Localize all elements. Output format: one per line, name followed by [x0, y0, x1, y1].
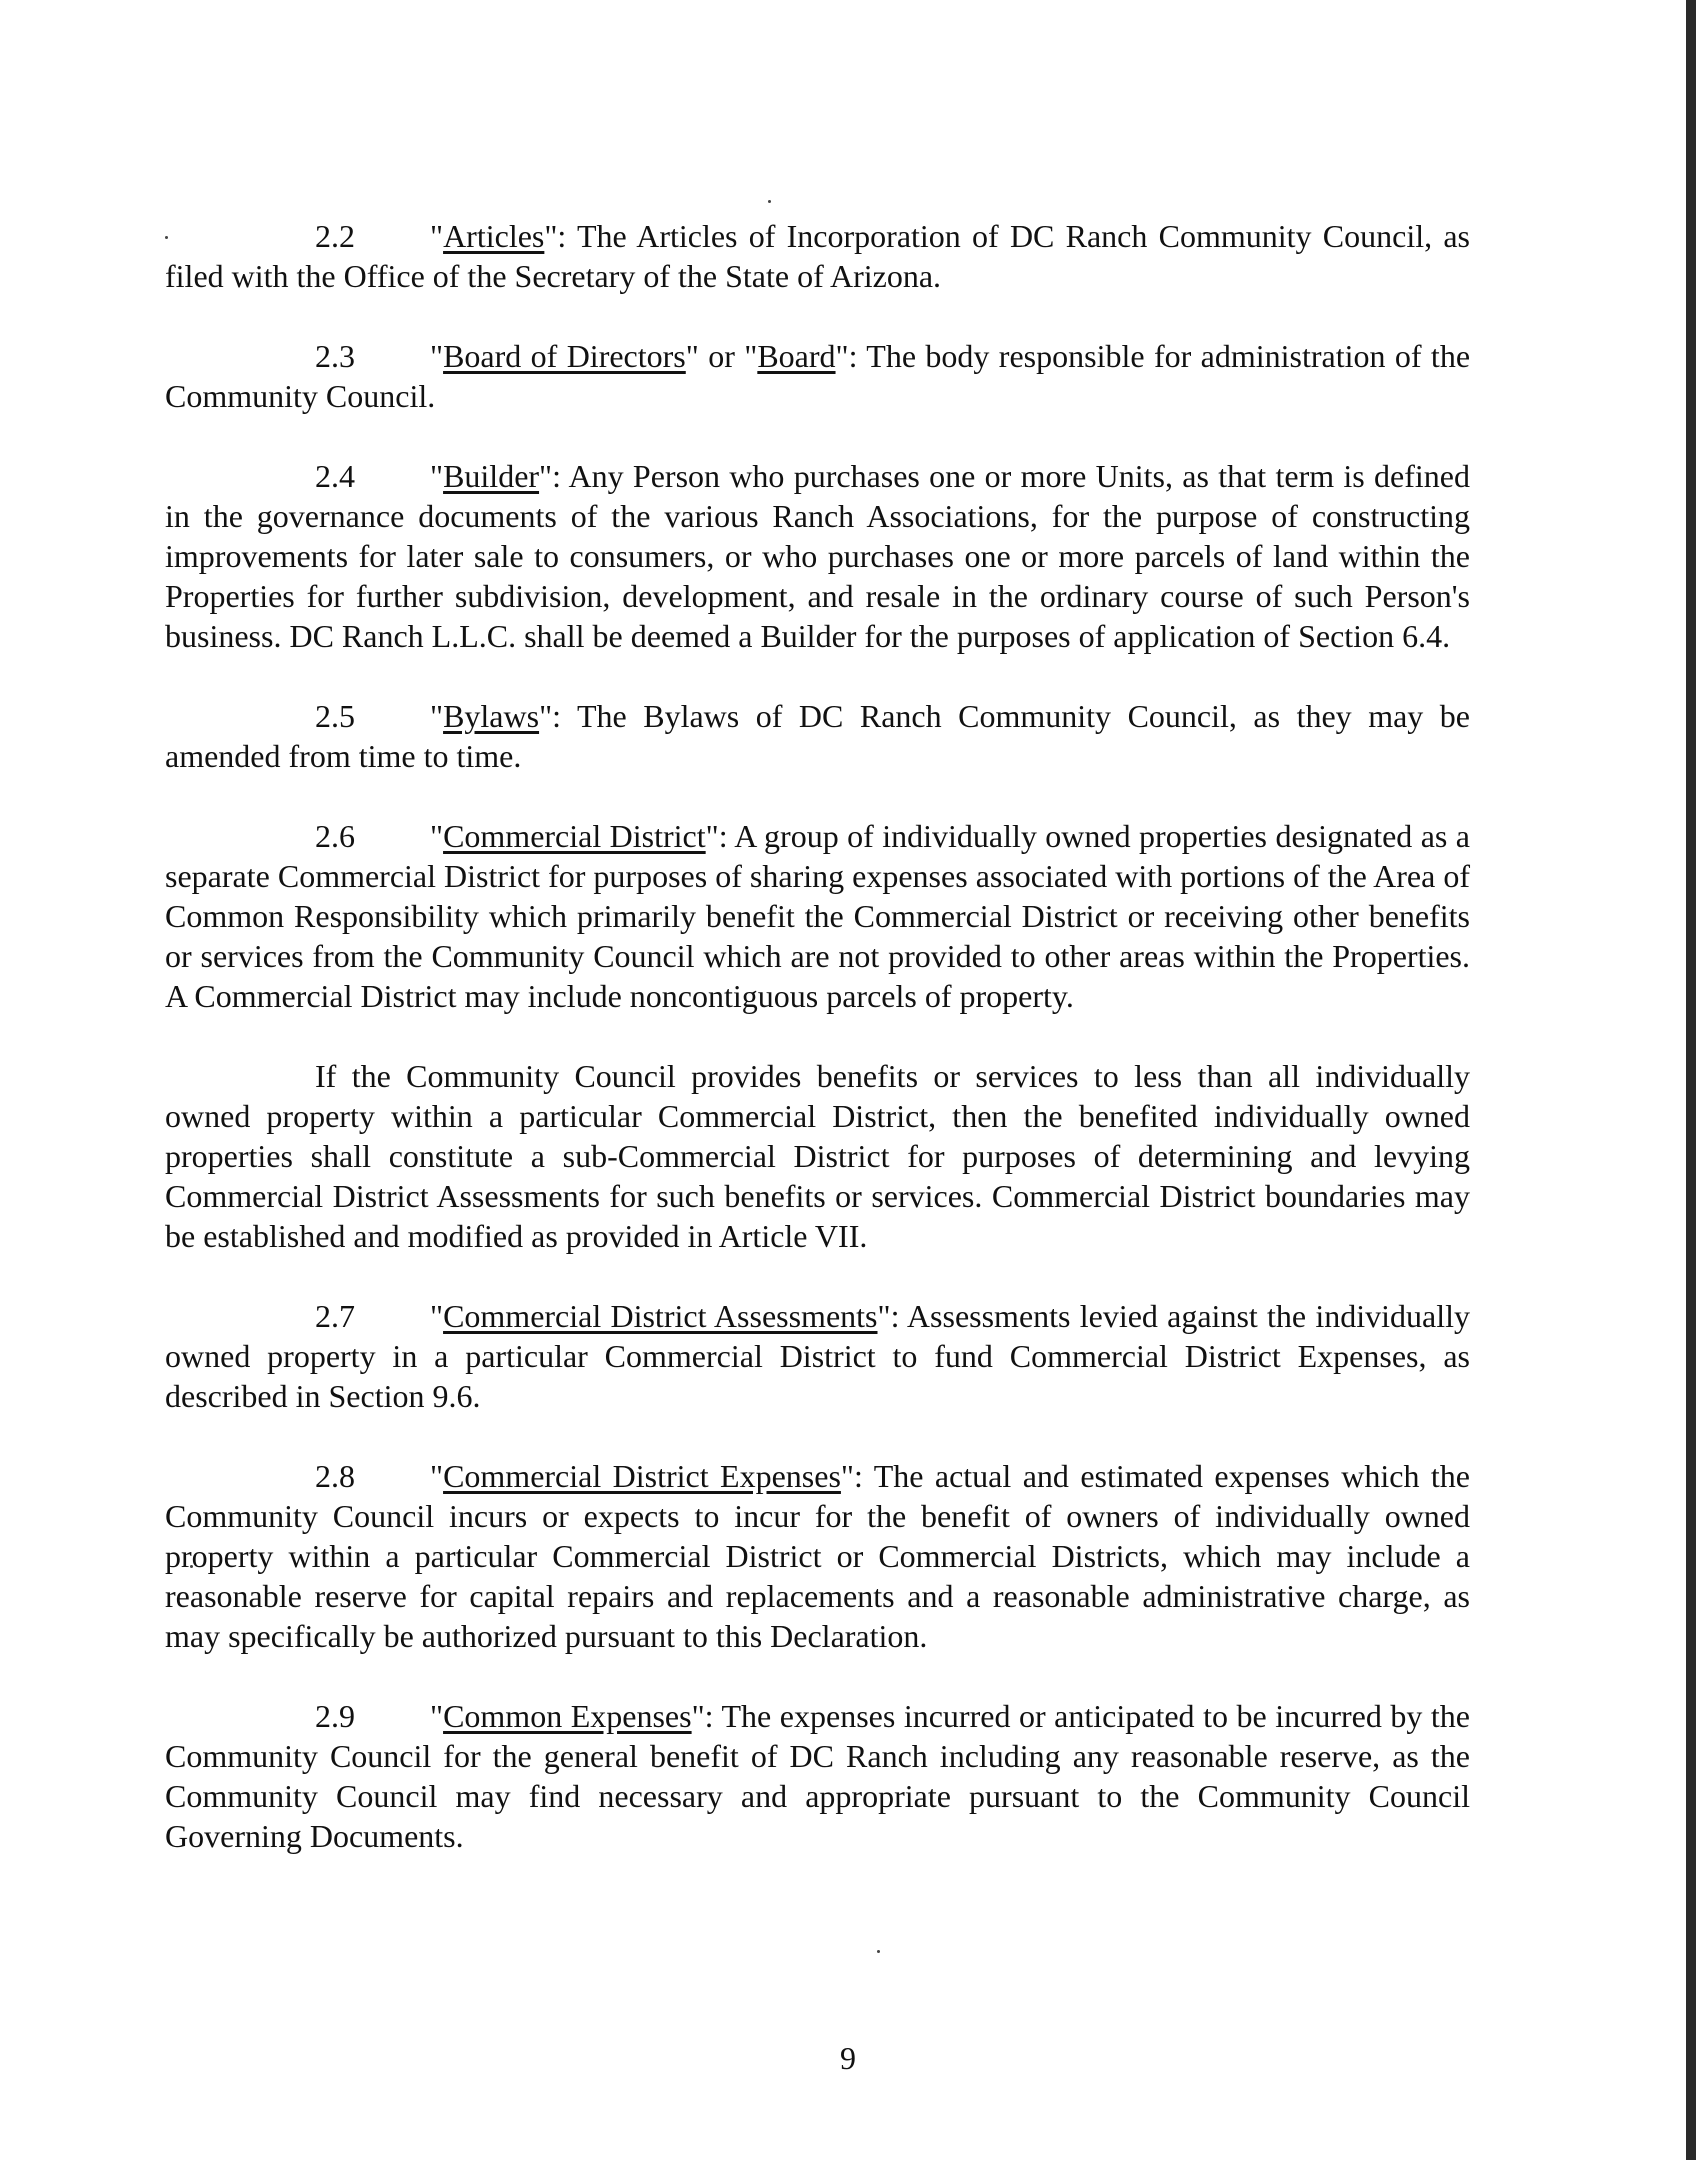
definition-text: : A group of individually owned properties designated as a separate Commercial District for purposes of sharing expenses associated with portions of the Area of Common Responsibility which primarily benefit the Commercial District or receiving other benefits or services from the Community Council which are not provided to other areas within the Properties. A Commercial District may include noncontiguous parcels of property. — [165, 818, 1471, 1014]
defined-term: Commercial District Assessments — [443, 1298, 878, 1334]
section-2-6: 2.6 "Commercial District": A group of individually owned properties designated as a separate Commercial District for purposes of sharing expenses associated with portions of the Area of Common Responsibility which primarily benefit the Commercial District or receiving other benefits or services from the Community Council which are not provided to other areas within the Properties. A Commercial District may include noncontiguous parcels of property. — [165, 818, 1471, 1014]
scan-speck — [877, 1950, 880, 1953]
definition-text: : The expenses incurred or anticipated to be incurred by the Community Council for the general benefit of DC Ranch including any reasonable reserve, as the Community Council may find necessary and appropriate pursuant to the Community Council Governing Documents. — [165, 1698, 1471, 1854]
section-number: 2.6 — [315, 818, 355, 854]
definitions-body — [165, 216, 1470, 1896]
section-2-9: 2.9 "Common Expenses": The expenses incurred or anticipated to be incurred by the Community Council for the general benefit of DC Ranch including any reasonable reserve, as the Community Council may find necessary and appropriate pursuant to the Community Council Governing Documents. — [165, 1698, 1471, 1854]
defined-term: Board of Directors — [443, 338, 686, 374]
section-2-4: 2.4 "Builder": Any Person who purchases one or more Units, as that term is defined in the governance documents of the various Ranch Associations, for the purpose of constructing improvements for later sale to consumers, or who purchases one or more parcels of land within the Properties for further subdivision, development, and resale in the ordinary course of such Person's business. DC Ranch L.L.C. shall be deemed a Builder for the purposes of application of Section 6.4. — [165, 458, 1470, 654]
section-number: 2.4 — [315, 458, 355, 494]
definition-text: : The Bylaws of DC Ranch Community Council, as they may be amended from time to time. — [165, 698, 1470, 774]
defined-term: Commercial District — [443, 818, 706, 854]
section-2-7: 2.7 "Commercial District Assessments": Assessments levied against the individually owned property in a particular Commercial District to fund Commercial District Expenses, as described in Section 9.6. — [165, 1298, 1471, 1414]
section-2-5: 2.5 "Bylaws": The Bylaws of DC Ranch Community Council, as they may be amended from time to time. — [165, 698, 1470, 774]
section-number: 2.3 — [315, 338, 355, 374]
definition-text: : The actual and estimated expenses which the Community Council incurs or expects to incur for the benefit of owners of individually owned property within a particular Commercial District or Commercial Districts, which may include a reasonable reserve for capital repairs and replacements and a reasonable administrative charge, as may specifically be authorized pursuant to this Declaration. — [165, 1458, 1471, 1654]
section-2-3: 2.3 "Board of Directors" or "Board": The body responsible for administration of the Community Council. — [165, 338, 1471, 414]
defined-term: Bylaws — [443, 698, 540, 734]
section-2-6-continuation: If the Community Council provides benefits or services to less than all individually owned property within a particular Commercial District, then the benefited individually owned properties shall constitute a sub-Commercial District for purposes of determining and levying Commercial District Assessments for such benefits or services. Commercial District boundaries may be established and modified as provided in Article VII. — [165, 1058, 1470, 1254]
section-number: 2.5 — [315, 698, 355, 734]
defined-term: Builder — [443, 458, 540, 494]
definition-connector: or — [698, 338, 745, 374]
section-number: 2.8 — [315, 1458, 355, 1494]
defined-term: Articles — [443, 218, 545, 254]
defined-term: Commercial District Expenses — [443, 1458, 841, 1494]
definition-text: : Assessments levied against the individually owned property in a particular Commercial District to fund Commercial District Expenses, as described in Section 9.6. — [165, 1298, 1471, 1414]
definition-text: : Any Person who purchases one or more Units, as that term is defined in the governance documents of the various Ranch Associations, for the purpose of constructing improvements for later sale to consumers, or who purchases one or more parcels of land within the Properties for further subdivision, development, and resale in the ordinary course of such Person's business. DC Ranch L.L.C. shall be deemed a Builder for the purposes of application of Section 6.4. — [165, 458, 1470, 654]
section-2-8: 2.8 "Commercial District Expenses": The actual and estimated expenses which the Community Council incurs or expects to incur for the benefit of owners of individually owned property within a particular Commercial District or Commercial Districts, which may include a reasonable reserve for capital repairs and replacements and a reasonable administrative charge, as may specifically be authorized pursuant to this Declaration. — [165, 1458, 1471, 1654]
page-number: 9 — [840, 2040, 856, 2076]
definition-text: : The Articles of Incorporation of DC Ranch Community Council, as filed with the Office of the Secretary of the State of Arizona. — [165, 218, 1470, 294]
section-number: 2.2 — [315, 218, 355, 254]
section-2-2: 2.2 "Articles": The Articles of Incorporation of DC Ranch Community Council, as filed with the Office of the Secretary of the State of Arizona. — [165, 218, 1470, 294]
defined-term: Common Expenses — [443, 1698, 692, 1734]
scan-edge-shadow — [1686, 0, 1696, 2160]
section-number: 2.7 — [315, 1298, 355, 1334]
definition-text: : The body responsible for administration of the Community Council. — [165, 338, 1471, 414]
defined-term-alt: Board — [757, 338, 836, 374]
scan-speck — [768, 200, 771, 203]
section-number: 2.9 — [315, 1698, 355, 1734]
